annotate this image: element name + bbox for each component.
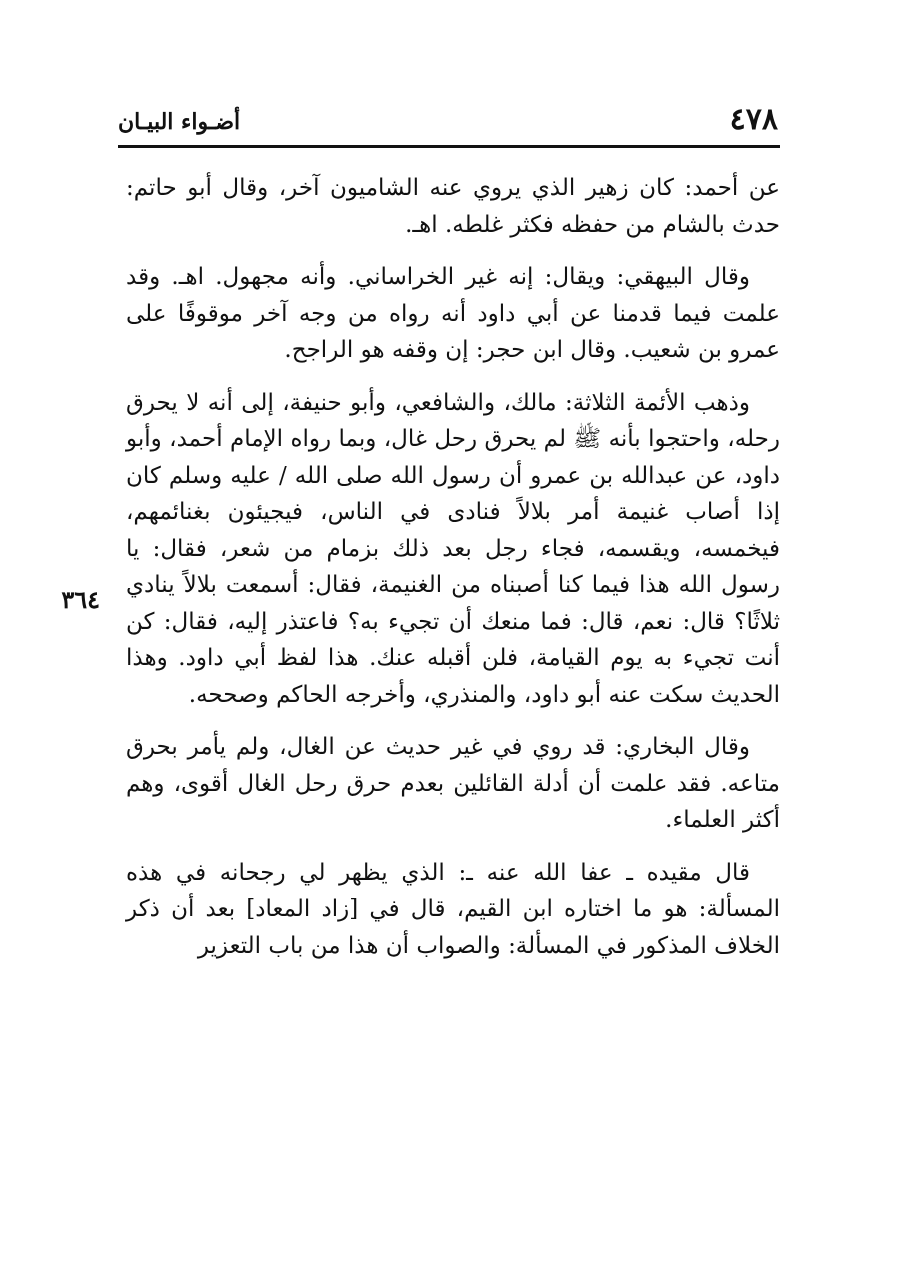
page-number: ٤٧٨	[729, 102, 778, 137]
running-title: أضـواء البيـان	[118, 109, 241, 135]
paragraph-5: قال مقيده ـ عفا الله عنه ـ: الذي يظهر لي رجحانه في هذه المسألة: هو ما اختاره ابن القيم، قال في [زاد المعاد] بعد أن ذكر الخلاف المذكور في المسألة: والصواب أن هذا من باب التعزير	[126, 859, 780, 959]
paragraph-1: عن أحمد: كان زهير الذي يروي عنه الشاميون آخر، وقال أبو حاتم: حدث بالشام من حفظه فكثر غلطه. اهـ.	[126, 175, 780, 238]
paragraph-4: وقال البخاري: قد روي في غير حديث عن الغال، ولم يأمر بحرق متاعه. فقد علمت أن أدلة القائلين بعدم حرق رحل الغال أقوى، وهم أكثر العلماء.	[126, 734, 780, 833]
paragraph-2: وقال البيهقي: ويقال: إنه غير الخراساني. وأنه مجهول. اهـ. وقد علمت فيما قدمنا عن أبي داود أنه رواه من وجه آخر موقوفًا على عمرو بن شعيب. وقال ابن حجر: إن وقفه هو الراجح.	[126, 264, 780, 363]
margin-page-reference: ٣٦٤	[61, 585, 100, 614]
body-text	[126, 170, 780, 980]
header-divider	[118, 145, 780, 148]
paragraph-3: وذهب الأئمة الثلاثة: مالك، والشافعي، وأبو حنيفة، إلى أنه لا يحرق رحله، واحتجوا بأنه ﷺ لم يحرق رحل غال، وبما رواه الإمام أحمد، وأبو داود، عن عبدالله بن عمرو أن رسول الله صلى الله / عليه وسلم كان إذا أصاب غنيمة أمر بلالاً فنادى في الناس، فيجيئون بغنائمهم، فيخمسه، ويقسمه، فجاء رجل بعد ذلك بزمام من شعر، فقال: يا رسول الله هذا فيما كنا أصبناه من الغنيمة، فقال: أسمعت بلالاً ينادي ثلاثًا؟ قال: نعم، قال: فما منعك أن تجيء به؟ فاعتذر إليه، فقال: كن أنت تجيء به يوم القيامة، فلن أقبله عنك. هذا لفظ أبي داود. وهذا الحديث سكت عنه أبو داود، والمنذري، وأخرجه الحاكم وصححه.	[126, 389, 780, 708]
page-header	[118, 100, 778, 144]
